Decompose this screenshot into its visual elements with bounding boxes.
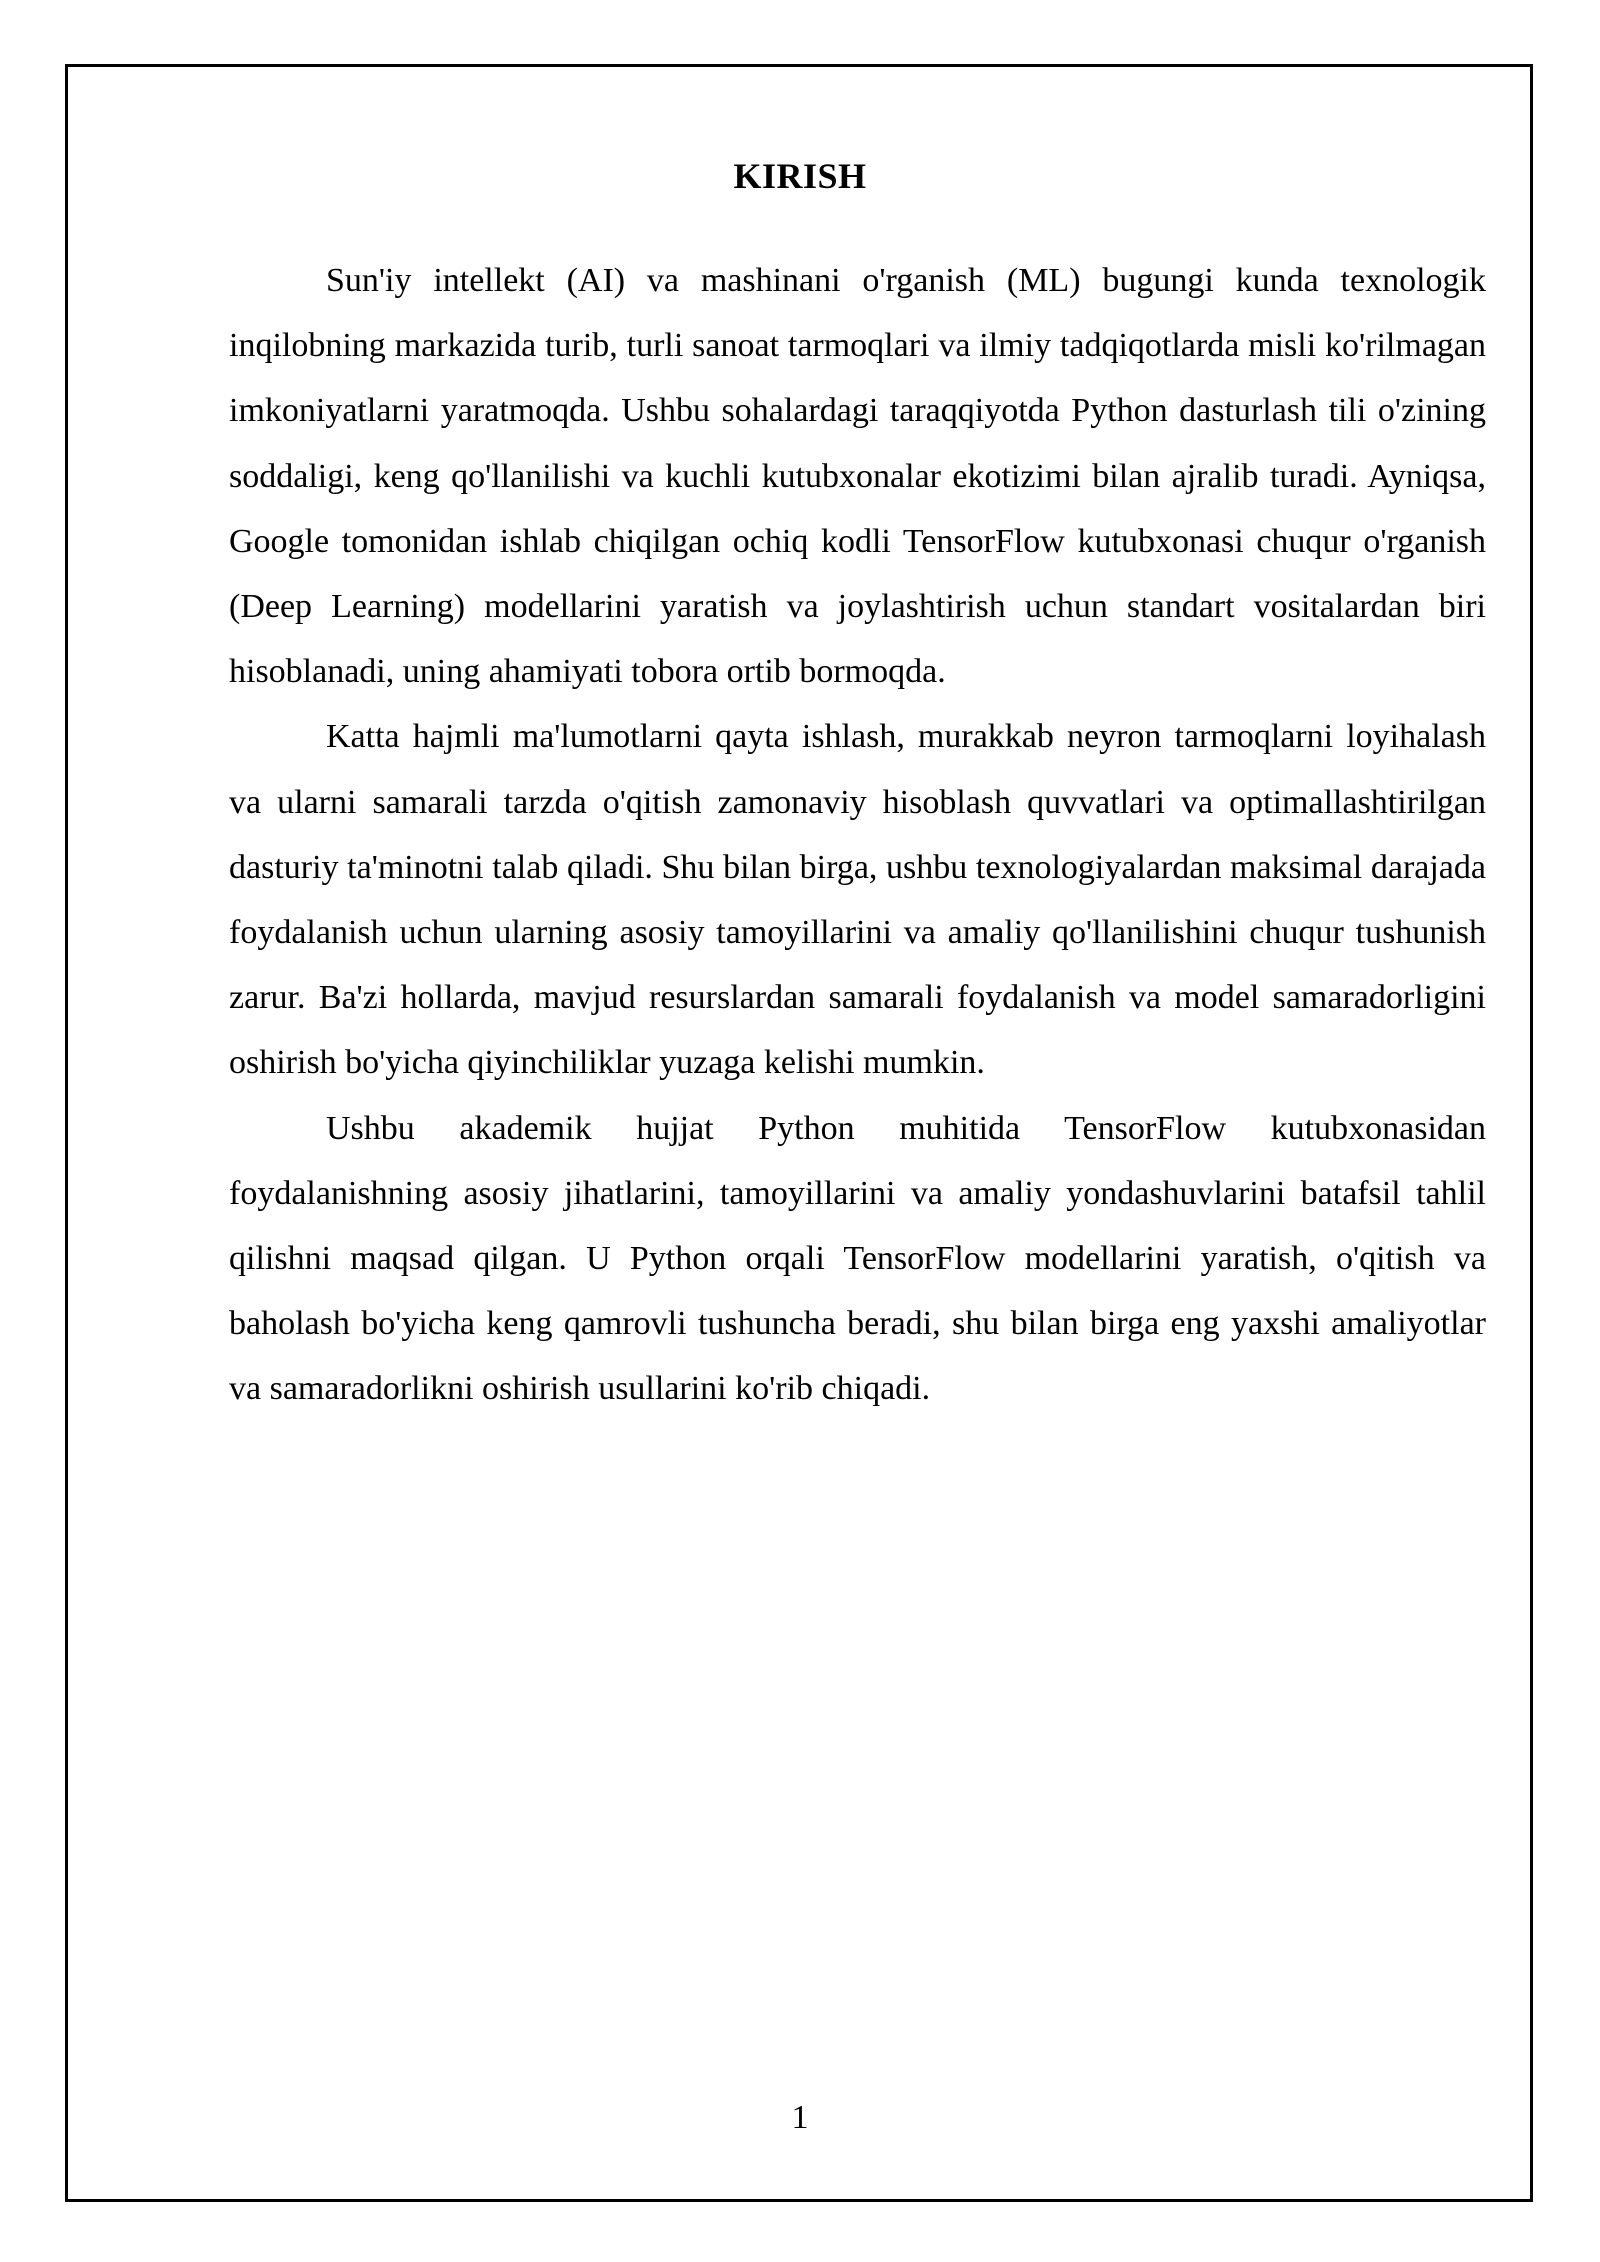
page-title: KIRISH bbox=[733, 156, 867, 196]
paragraph-requirements: Katta hajmli ma'lumotlarni qayta ishlash, murakkab neyron tarmoqlarni loyihalash va ularni samarali tarzda o'qitish zamonaviy hisoblash quvvatlari va optimallashtirilgan dasturiy ta'minotni talab qiladi. Shu bilan birga, ushbu texnologiyalardan maksimal darajada foydalanish uchun ularning asosiy tamoyillarini va amaliy qo'llanilishini chuqur tushunish zarur. Ba'zi hollarda, mavjud resurslardan samarali foydalanish va model samaradorligini oshirish bo'yicha qiyinchiliklar yuzaga kelishi mumkin. bbox=[229, 718, 1486, 1082]
paragraph-intro: Sun'iy intellekt (AI) va mashinani o'rganish (ML) bugungi kunda texnologik inqilobning markazida turib, turli sanoat tarmoqlari va ilmiy tadqiqotlarda misli ko'rilmagan imkoniyatlarni yaratmoqda. Ushbu sohalardagi taraqqiyotda Python dasturlash tili o'zining soddaligi, keng qo'llanilishi va kuchli kutubxonalar ekotizimi bilan ajralib turadi. Ayniqsa, Google tomonidan ishlab chiqilgan ochiq kodli TensorFlow kutubxonasi chuqur o'rganish (Deep Learning) modellarini yaratish va joylashtirish uchun standart vositalardan biri hisoblanadi, uning ahamiyati tobora ortib bormoqda. bbox=[229, 262, 1486, 691]
paragraph-purpose: Ushbu akademik hujjat Python muhitida TensorFlow kutubxonasidan foydalanishning asosiy jihatlarini, tamoyillarini va amaliy yondashuvlarini batafsil tahlil qilishni maqsad qilgan. U Python orqali TensorFlow modellarini yaratish, o'qitish va baholash bo'yicha keng qamrovli tushuncha beradi, shu bilan birga eng yaxshi amaliyotlar va samaradorlikni oshirish usullarini ko'rib chiqadi. bbox=[229, 1109, 1486, 1408]
body-text bbox=[229, 248, 1486, 1422]
page-number: 1 bbox=[791, 2099, 809, 2136]
